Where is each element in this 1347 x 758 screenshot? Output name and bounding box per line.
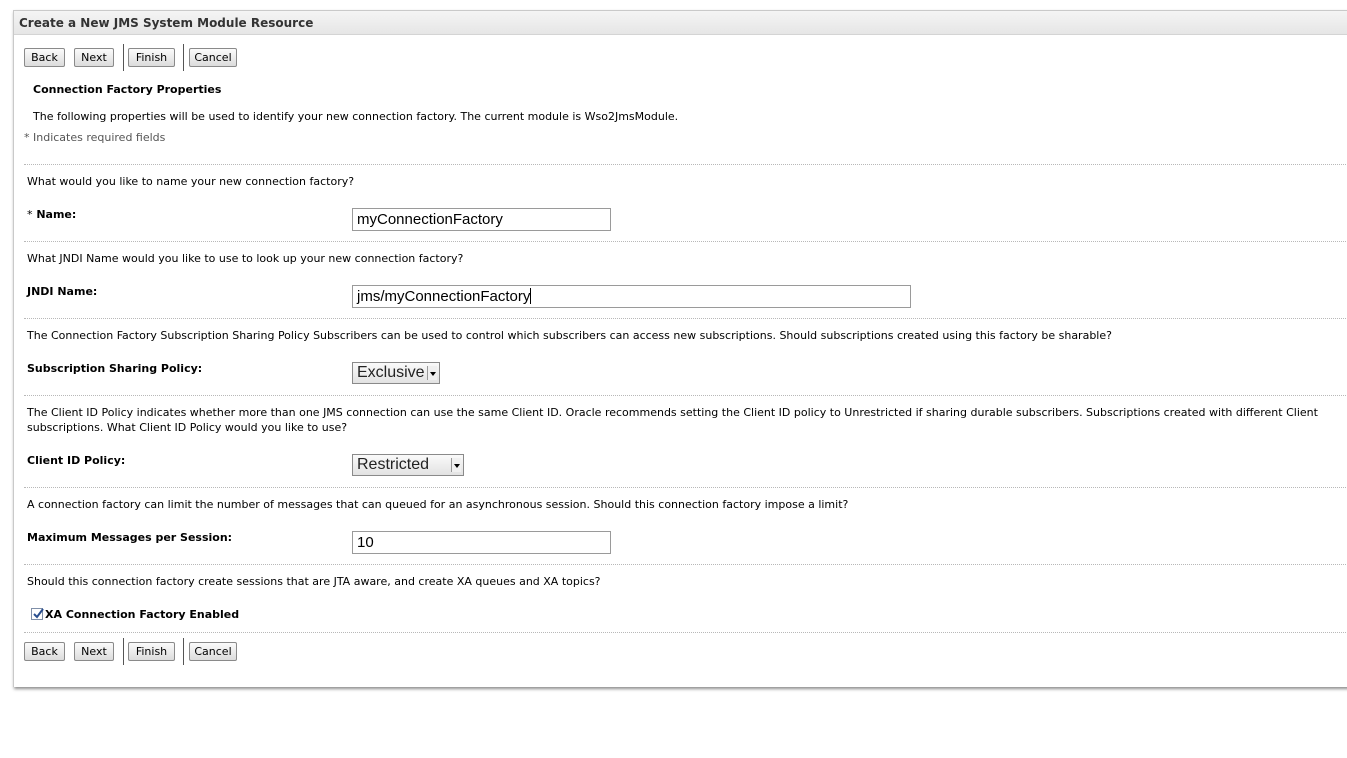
name-question: What would you like to name your new connection factory? bbox=[27, 175, 355, 188]
next-button[interactable]: Next bbox=[74, 642, 114, 661]
divider bbox=[24, 164, 1347, 165]
name-label-text: Name: bbox=[36, 208, 77, 221]
back-button[interactable]: Back bbox=[24, 642, 65, 661]
page-title: Create a New JMS System Module Resource bbox=[19, 16, 314, 30]
text-cursor bbox=[530, 288, 531, 304]
divider bbox=[24, 241, 1347, 242]
name-label bbox=[27, 208, 76, 221]
jndi-name-label: JNDI Name: bbox=[27, 285, 98, 298]
max-messages-label: Maximum Messages per Session: bbox=[27, 531, 233, 544]
client-id-policy-label: Client ID Policy: bbox=[27, 454, 126, 467]
sharing-policy-select[interactable] bbox=[352, 362, 440, 384]
section-heading: Connection Factory Properties bbox=[33, 83, 222, 96]
divider bbox=[24, 487, 1347, 488]
required-marker: * bbox=[27, 208, 33, 221]
required-note: * Indicates required fields bbox=[24, 131, 166, 144]
divider bbox=[24, 632, 1347, 633]
sharing-question: The Connection Factory Subscription Sharing Policy Subscribers can be used to control which subscribers can access new subscriptions. Should subscriptions created using this factory be sharable? bbox=[27, 329, 1112, 342]
button-separator bbox=[183, 44, 184, 71]
button-separator bbox=[183, 638, 184, 665]
xa-enabled-checkbox[interactable] bbox=[31, 608, 43, 620]
next-button[interactable]: Next bbox=[74, 48, 114, 67]
divider bbox=[24, 395, 1347, 396]
dropdown-arrow-icon bbox=[451, 458, 461, 472]
cancel-button[interactable]: Cancel bbox=[189, 48, 237, 67]
finish-button[interactable]: Finish bbox=[128, 48, 175, 67]
sharing-policy-label: Subscription Sharing Policy: bbox=[27, 362, 203, 375]
xa-enabled-label: XA Connection Factory Enabled bbox=[45, 608, 240, 621]
xa-question: Should this connection factory create sessions that are JTA aware, and create XA queues and XA topics? bbox=[27, 575, 601, 588]
jndi-name-value: jms/myConnectionFactory bbox=[357, 288, 531, 305]
checkmark-icon bbox=[31, 607, 45, 621]
divider bbox=[24, 318, 1347, 319]
client-id-question-line2: subscriptions. What Client ID Policy would you like to use? bbox=[27, 421, 348, 434]
max-messages-question: A connection factory can limit the number of messages that can queued for an asynchronous session. Should this connection factory impose a limit? bbox=[27, 498, 849, 511]
jndi-name-input[interactable] bbox=[352, 285, 911, 308]
button-separator bbox=[123, 44, 124, 71]
client-id-policy-select[interactable] bbox=[352, 454, 464, 476]
name-input[interactable]: myConnectionFactory bbox=[352, 208, 611, 231]
dropdown-arrow-icon bbox=[427, 366, 437, 380]
client-id-policy-value: Restricted bbox=[357, 456, 430, 473]
cancel-button[interactable]: Cancel bbox=[189, 642, 237, 661]
divider bbox=[24, 564, 1347, 565]
finish-button[interactable]: Finish bbox=[128, 642, 175, 661]
max-messages-input[interactable]: 10 bbox=[352, 531, 611, 554]
back-button[interactable]: Back bbox=[24, 48, 65, 67]
jndi-question: What JNDI Name would you like to use to look up your new connection factory? bbox=[27, 252, 464, 265]
client-id-question-line1: The Client ID Policy indicates whether more than one JMS connection can use the same Client ID. Oracle recommends setting the Client ID policy to Unrestricted if sharing durable subscribers. Subscriptions created with different Client bbox=[27, 406, 1318, 419]
section-intro: The following properties will be used to identify your new connection factory. The current module is Wso2JmsModule. bbox=[33, 110, 679, 123]
wizard-panel bbox=[13, 10, 1347, 687]
button-separator bbox=[123, 638, 124, 665]
sharing-policy-value: Exclusive bbox=[357, 364, 425, 381]
panel-header bbox=[14, 11, 1347, 35]
